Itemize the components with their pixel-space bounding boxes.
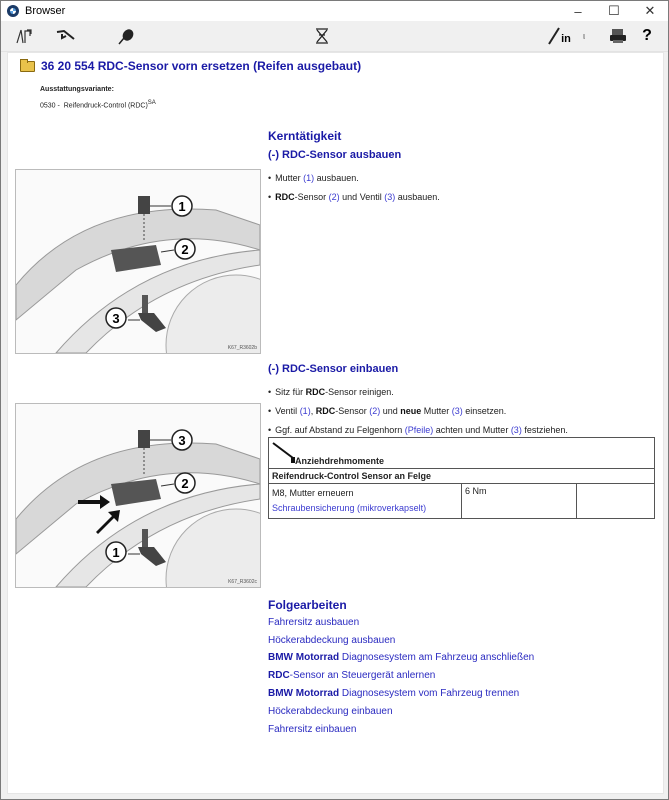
special-tool-button[interactable]: [309, 25, 335, 47]
figure-code: K67_R3602b: [227, 345, 257, 351]
followup-link[interactable]: BMW Motorrad Diagnosesystem am Fahrzeug anschließen: [268, 652, 535, 663]
torque-wrench-button[interactable]: [53, 25, 79, 47]
followup-link[interactable]: Höckerabdeckung einbauen: [268, 706, 393, 717]
followup-link[interactable]: Fahrersitz ausbauen: [268, 617, 360, 628]
remove-heading: (-) RDC-Sensor ausbauen: [268, 149, 402, 161]
variant-code: 0530: [40, 102, 56, 110]
ref-link[interactable]: (3): [384, 192, 396, 202]
remove-step-2: • RDC-Sensor (2) und Ventil (3) ausbauen.: [268, 192, 440, 202]
followup-link[interactable]: Fahrersitz einbauen: [268, 724, 357, 735]
svg-text:3: 3: [112, 311, 120, 326]
ref-link[interactable]: (3): [510, 425, 522, 435]
torque-desc-cell: [269, 484, 462, 519]
lubricant-button[interactable]: [113, 25, 139, 47]
document-content: [7, 52, 664, 794]
note-in-label: in: [561, 33, 571, 45]
window-title: Browser: [25, 5, 66, 17]
bmw-logo-icon: [7, 5, 19, 17]
torque-header: Anziehdrehmomente: [295, 456, 385, 466]
torque-group: Reifendruck-Control Sensor an Felge: [269, 469, 655, 484]
figure-code: K67_R3602c: [228, 579, 257, 585]
followup-heading: Folgearbeiten: [268, 598, 347, 612]
title-bar: [1, 1, 668, 21]
compare-icon: [15, 27, 33, 45]
followup-link[interactable]: BMW Motorrad Diagnosesystem vom Fahrzeug trennen: [268, 688, 520, 699]
ref-link[interactable]: (Pfeile): [404, 425, 434, 435]
ref-link[interactable]: (2): [369, 406, 381, 416]
svg-text:2: 2: [181, 476, 189, 491]
ref-link[interactable]: (1): [303, 173, 315, 183]
note-in-icon: [547, 26, 561, 46]
wheel-rim-illustration: [16, 404, 260, 587]
variant-separator: -: [55, 102, 64, 110]
torque-wrench-icon: [54, 27, 78, 45]
maximize-button[interactable]: ☐: [608, 3, 620, 18]
torque-table: [268, 437, 655, 519]
compare-button[interactable]: [11, 25, 37, 47]
ref-link[interactable]: (2): [328, 192, 340, 202]
svg-text:3: 3: [178, 433, 186, 448]
variant-value: [40, 100, 156, 109]
variant-label: Ausstattungsvariante:: [40, 86, 114, 93]
svg-text:1: 1: [112, 545, 120, 560]
torque-header-cell: [269, 438, 655, 469]
lubricant-icon: [116, 26, 136, 46]
toolbar: [1, 21, 668, 52]
torque-value: 6 Nm: [462, 484, 577, 519]
page-title-text: 36 20 554 RDC-Sensor vorn ersetzen (Reifen ausgebaut): [41, 59, 362, 73]
close-button[interactable]: ✕: [644, 3, 656, 18]
remove-step-1: • Mutter (1) ausbauen.: [268, 173, 359, 183]
followup-link[interactable]: Höckerabdeckung ausbauen: [268, 635, 396, 646]
print-icon: [608, 27, 628, 45]
minimize-button[interactable]: –: [574, 3, 582, 19]
table-row: [269, 484, 655, 519]
help-icon: ?: [642, 27, 652, 44]
torque-desc: M8, Mutter erneuern: [272, 488, 354, 498]
special-tool-icon: [313, 27, 331, 45]
variant-text: Reifendruck-Control (RDC): [63, 102, 148, 110]
followup-link[interactable]: RDC-Sensor an Steuergerät anlernen: [268, 670, 436, 681]
torque-extra: [577, 484, 655, 519]
note-in-button[interactable]: [545, 25, 573, 47]
wheel-rim-illustration: [16, 170, 260, 353]
torque-note-link[interactable]: Schraubensicherung (mikroverkapselt): [272, 503, 427, 513]
figure-install: [15, 403, 261, 588]
core-heading: Kerntätigkeit: [268, 129, 342, 143]
figure-remove: [15, 169, 261, 354]
variant-sup: SA: [147, 100, 156, 106]
install-heading: (-) RDC-Sensor einbauen: [268, 363, 399, 375]
arrow-icon: [96, 510, 120, 534]
separator-icon: ι: [583, 31, 585, 41]
print-button[interactable]: [605, 25, 631, 47]
install-step-1: • Sitz für RDC-Sensor reinigen.: [268, 387, 394, 397]
help-button[interactable]: [634, 25, 660, 47]
folder-icon: [20, 61, 35, 72]
page-title: [20, 59, 361, 73]
install-step-3: • Ggf. auf Abstand zu Felgenhorn (Pfeile) achten und Mutter (3) festziehen.: [268, 425, 568, 435]
ref-link[interactable]: (1): [299, 406, 311, 416]
svg-text:1: 1: [178, 199, 186, 214]
install-step-2: • Ventil (1), RDC-Sensor (2) und neue Mutter (3) einsetzen.: [268, 406, 507, 416]
svg-text:2: 2: [181, 242, 189, 257]
ref-link[interactable]: (3): [451, 406, 463, 416]
